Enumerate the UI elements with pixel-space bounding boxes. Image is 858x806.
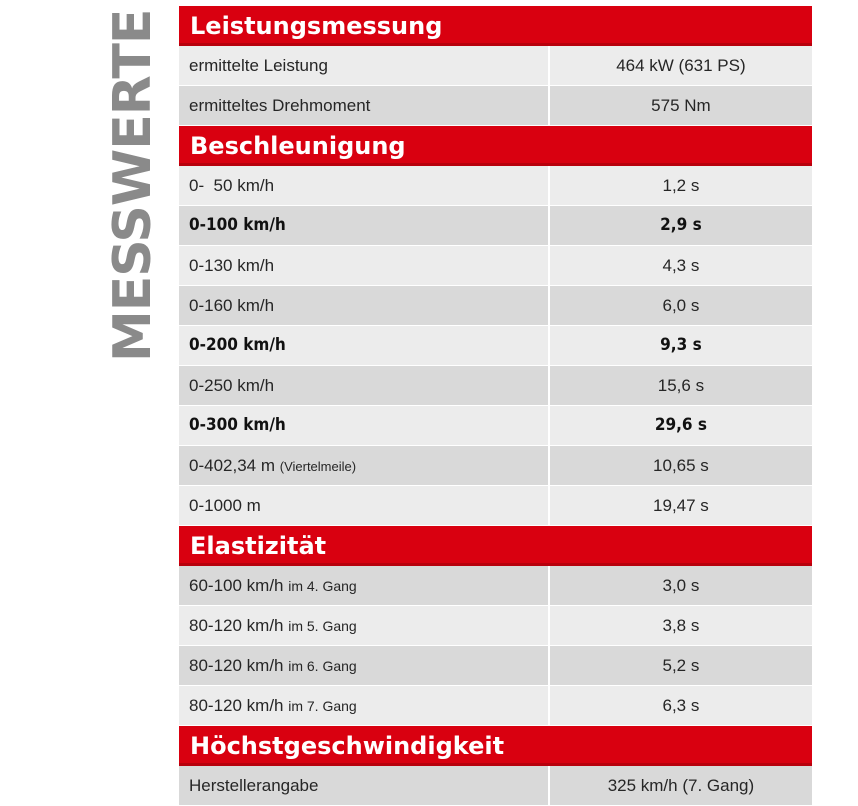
row-value: 9,3 s (548, 326, 812, 365)
row-label: 0-200 km/h (189, 335, 286, 355)
table-row (179, 486, 812, 526)
table-row (179, 406, 812, 446)
row-label: ermitteltes Drehmoment (189, 96, 371, 115)
row-value: 4,3 s (548, 246, 812, 285)
table-row (179, 686, 812, 726)
row-value: 15,6 s (548, 366, 812, 405)
row-value: 29,6 s (548, 406, 812, 445)
section-header-beschleunigung: Beschleunigung (179, 126, 812, 166)
table-row (179, 566, 812, 606)
table-row (179, 446, 812, 486)
row-label-main: 80-120 km/h (189, 616, 284, 635)
table-row (179, 766, 812, 806)
row-value: 3,8 s (548, 606, 812, 645)
table-row (179, 606, 812, 646)
row-label-main: 60-100 km/h (189, 576, 284, 595)
row-value: 3,0 s (548, 566, 812, 605)
measurements-table (179, 6, 812, 806)
row-label-main: 80-120 km/h (189, 656, 284, 675)
row-label (179, 566, 548, 605)
row-label-note: im 7. Gang (288, 698, 357, 714)
row-label-main: 80-120 km/h (189, 696, 284, 715)
row-label-note: im 5. Gang (288, 618, 357, 634)
row-value: 19,47 s (548, 486, 812, 525)
table-row (179, 286, 812, 326)
section-header-hoechstgeschwindigkeit: Höchstgeschwindigkeit (179, 726, 812, 766)
table-row (179, 166, 812, 206)
table-row (179, 246, 812, 286)
row-label (179, 686, 548, 725)
row-label: 0-1000 m (189, 496, 261, 515)
table-row (179, 326, 812, 366)
row-label: 0-250 km/h (189, 376, 275, 395)
row-label: 0-300 km/h (189, 415, 286, 435)
row-label: ermittelte Leistung (189, 56, 328, 75)
table-row (179, 646, 812, 686)
row-label: Herstellerangabe (189, 776, 319, 795)
row-label-note: (Viertelmeile) (279, 459, 357, 474)
section-header-elastizitaet: Elastizität (179, 526, 812, 566)
row-label: 0-160 km/h (189, 296, 275, 315)
row-value: 2,9 s (548, 206, 812, 245)
table-row (179, 86, 812, 126)
row-label-note: im 4. Gang (288, 578, 357, 594)
section-header-leistungsmessung: Leistungsmessung (179, 6, 812, 46)
row-label (179, 446, 548, 485)
table-row (179, 206, 812, 246)
table-row (179, 366, 812, 406)
row-label: 0-100 km/h (189, 215, 286, 235)
row-value: 575 Nm (548, 86, 812, 125)
row-value: 5,2 s (548, 646, 812, 685)
row-value: 6,3 s (548, 686, 812, 725)
row-value: 10,65 s (548, 446, 812, 485)
row-label: 0-130 km/h (189, 256, 275, 275)
row-label-note: im 6. Gang (288, 658, 357, 674)
row-label: 0- 50 km/h (189, 176, 275, 195)
table-row (179, 46, 812, 86)
row-value: 6,0 s (548, 286, 812, 325)
row-value: 325 km/h (7. Gang) (548, 766, 812, 805)
row-label-main: 0-402,34 m (189, 456, 275, 475)
row-label (179, 646, 548, 685)
row-value: 1,2 s (548, 166, 812, 205)
row-label (179, 606, 548, 645)
row-value: 464 kW (631 PS) (548, 46, 812, 85)
side-title: MESSWERTE (103, 9, 163, 362)
